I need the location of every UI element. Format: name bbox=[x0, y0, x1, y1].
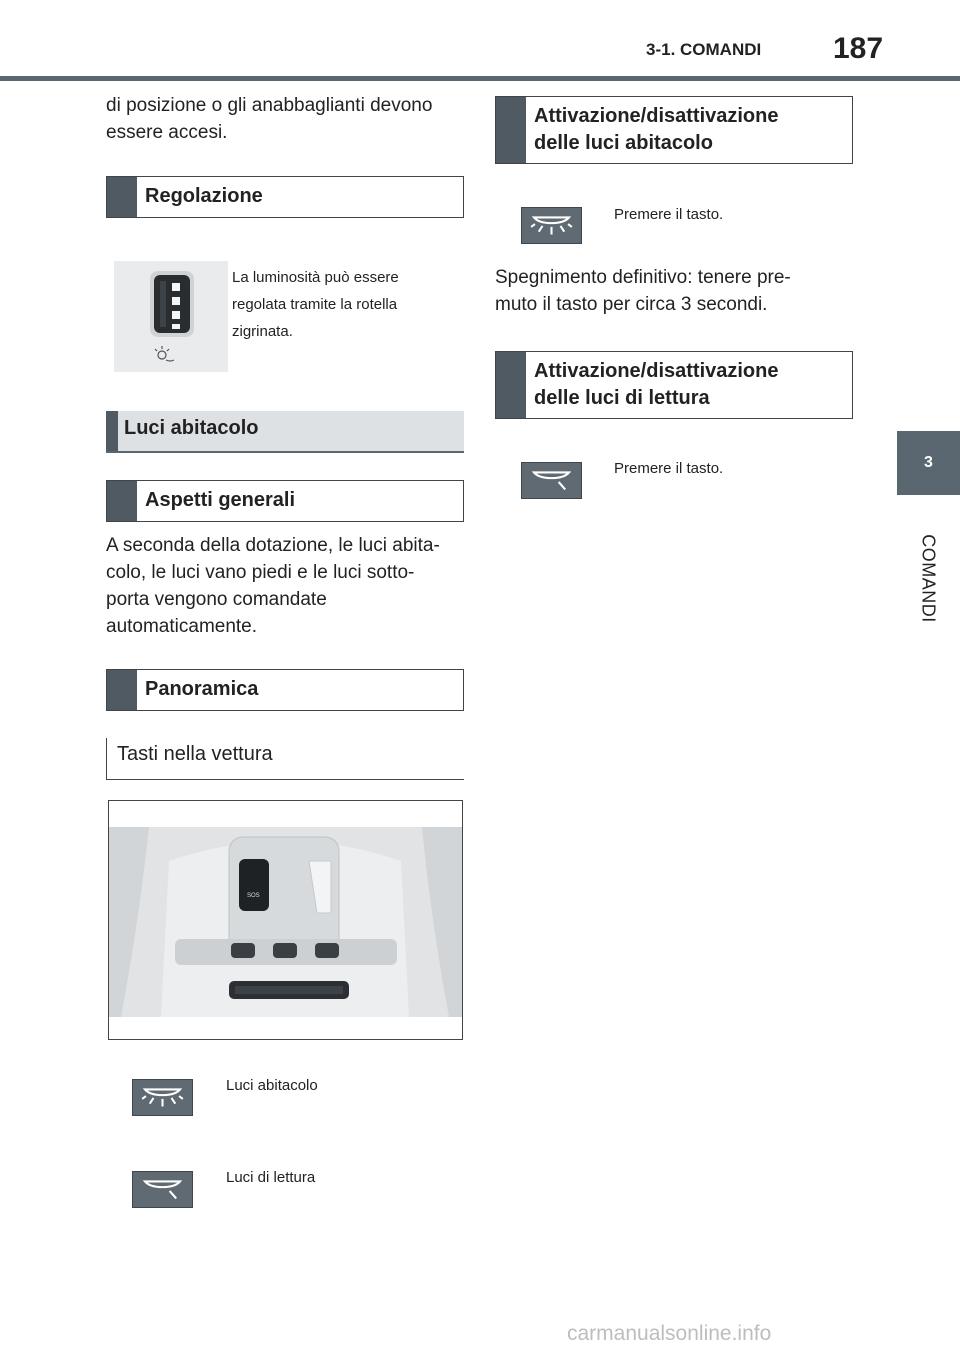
heading-bar bbox=[107, 481, 137, 521]
chapter-number: 3 bbox=[924, 454, 933, 471]
heading-line: delle luci abitacolo bbox=[534, 132, 713, 154]
aspetti-generali-paragraph bbox=[106, 532, 440, 640]
reading-light-label: Luci di lettura bbox=[226, 1169, 316, 1186]
heading-text: Luci abitacolo bbox=[124, 417, 259, 439]
note-line: Spegnimento definitivo: tenere pre- bbox=[495, 267, 791, 288]
heading-line: Attivazione/disattivazione bbox=[534, 360, 779, 382]
interior-light-label: Luci abitacolo bbox=[226, 1077, 318, 1094]
panoramica-heading bbox=[106, 669, 464, 711]
abitacolo-instruction: Premere il tasto. bbox=[614, 206, 724, 223]
dimmer-wheel-photo bbox=[114, 261, 228, 372]
reading-light-icon bbox=[132, 1171, 193, 1208]
paragraph-line: colo, le luci vano piedi e le luci sotto- bbox=[106, 562, 415, 583]
note-line: muto il tasto per circa 3 secondi. bbox=[495, 294, 768, 315]
lettura-instruction: Premere il tasto. bbox=[614, 460, 724, 477]
heading-bar bbox=[106, 411, 118, 451]
heading-bar bbox=[107, 177, 137, 217]
regolazione-description bbox=[232, 264, 399, 345]
paragraph-line: automaticamente. bbox=[106, 616, 258, 637]
heading-text: Aspetti generali bbox=[145, 489, 296, 511]
heading-text: Regolazione bbox=[145, 185, 263, 207]
heading-bar bbox=[496, 352, 526, 418]
watermark: carmanualsonline.info bbox=[567, 1322, 772, 1345]
interior-light-icon bbox=[132, 1079, 193, 1116]
heading-bar bbox=[496, 97, 526, 163]
paragraph-line: porta vengono comandate bbox=[106, 589, 327, 610]
description-line: La luminosità può essere bbox=[232, 269, 399, 286]
spegnimento-note bbox=[495, 264, 791, 318]
attivazione-lettura-heading bbox=[495, 351, 853, 419]
svg-text:SOS: SOS bbox=[247, 893, 260, 899]
overhead-console-photo bbox=[108, 800, 463, 1040]
luci-abitacolo-heading bbox=[106, 411, 464, 453]
heading-bar bbox=[107, 670, 137, 710]
chapter-name: COMANDI bbox=[918, 534, 939, 623]
heading-text: Panoramica bbox=[145, 678, 259, 700]
heading-text bbox=[526, 97, 779, 157]
chapter-tab bbox=[897, 431, 960, 495]
page-number: 187 bbox=[833, 32, 884, 65]
attivazione-abitacolo-heading bbox=[495, 96, 853, 164]
heading-line: Attivazione/disattivazione bbox=[534, 105, 779, 127]
header-rule bbox=[0, 76, 960, 81]
paragraph-line: A seconda della dotazione, le luci abita- bbox=[106, 535, 440, 556]
description-line: zigrinata. bbox=[232, 323, 293, 340]
interior-light-icon bbox=[521, 207, 582, 244]
intro-line: essere accesi. bbox=[106, 122, 228, 143]
heading-text bbox=[526, 352, 779, 412]
tasti-subheading bbox=[106, 738, 464, 780]
heading-line: delle luci di lettura bbox=[534, 387, 710, 409]
regolazione-heading bbox=[106, 176, 464, 218]
description-line: regolata tramite la rotella bbox=[232, 296, 398, 313]
intro-line: di posizione o gli anabbaglianti devono bbox=[106, 95, 433, 116]
intro-paragraph bbox=[106, 92, 432, 146]
section-title: 3-1. COMANDI bbox=[646, 40, 762, 59]
reading-light-icon bbox=[521, 462, 582, 499]
aspetti-generali-heading bbox=[106, 480, 464, 522]
subheading-text: Tasti nella vettura bbox=[117, 743, 273, 765]
